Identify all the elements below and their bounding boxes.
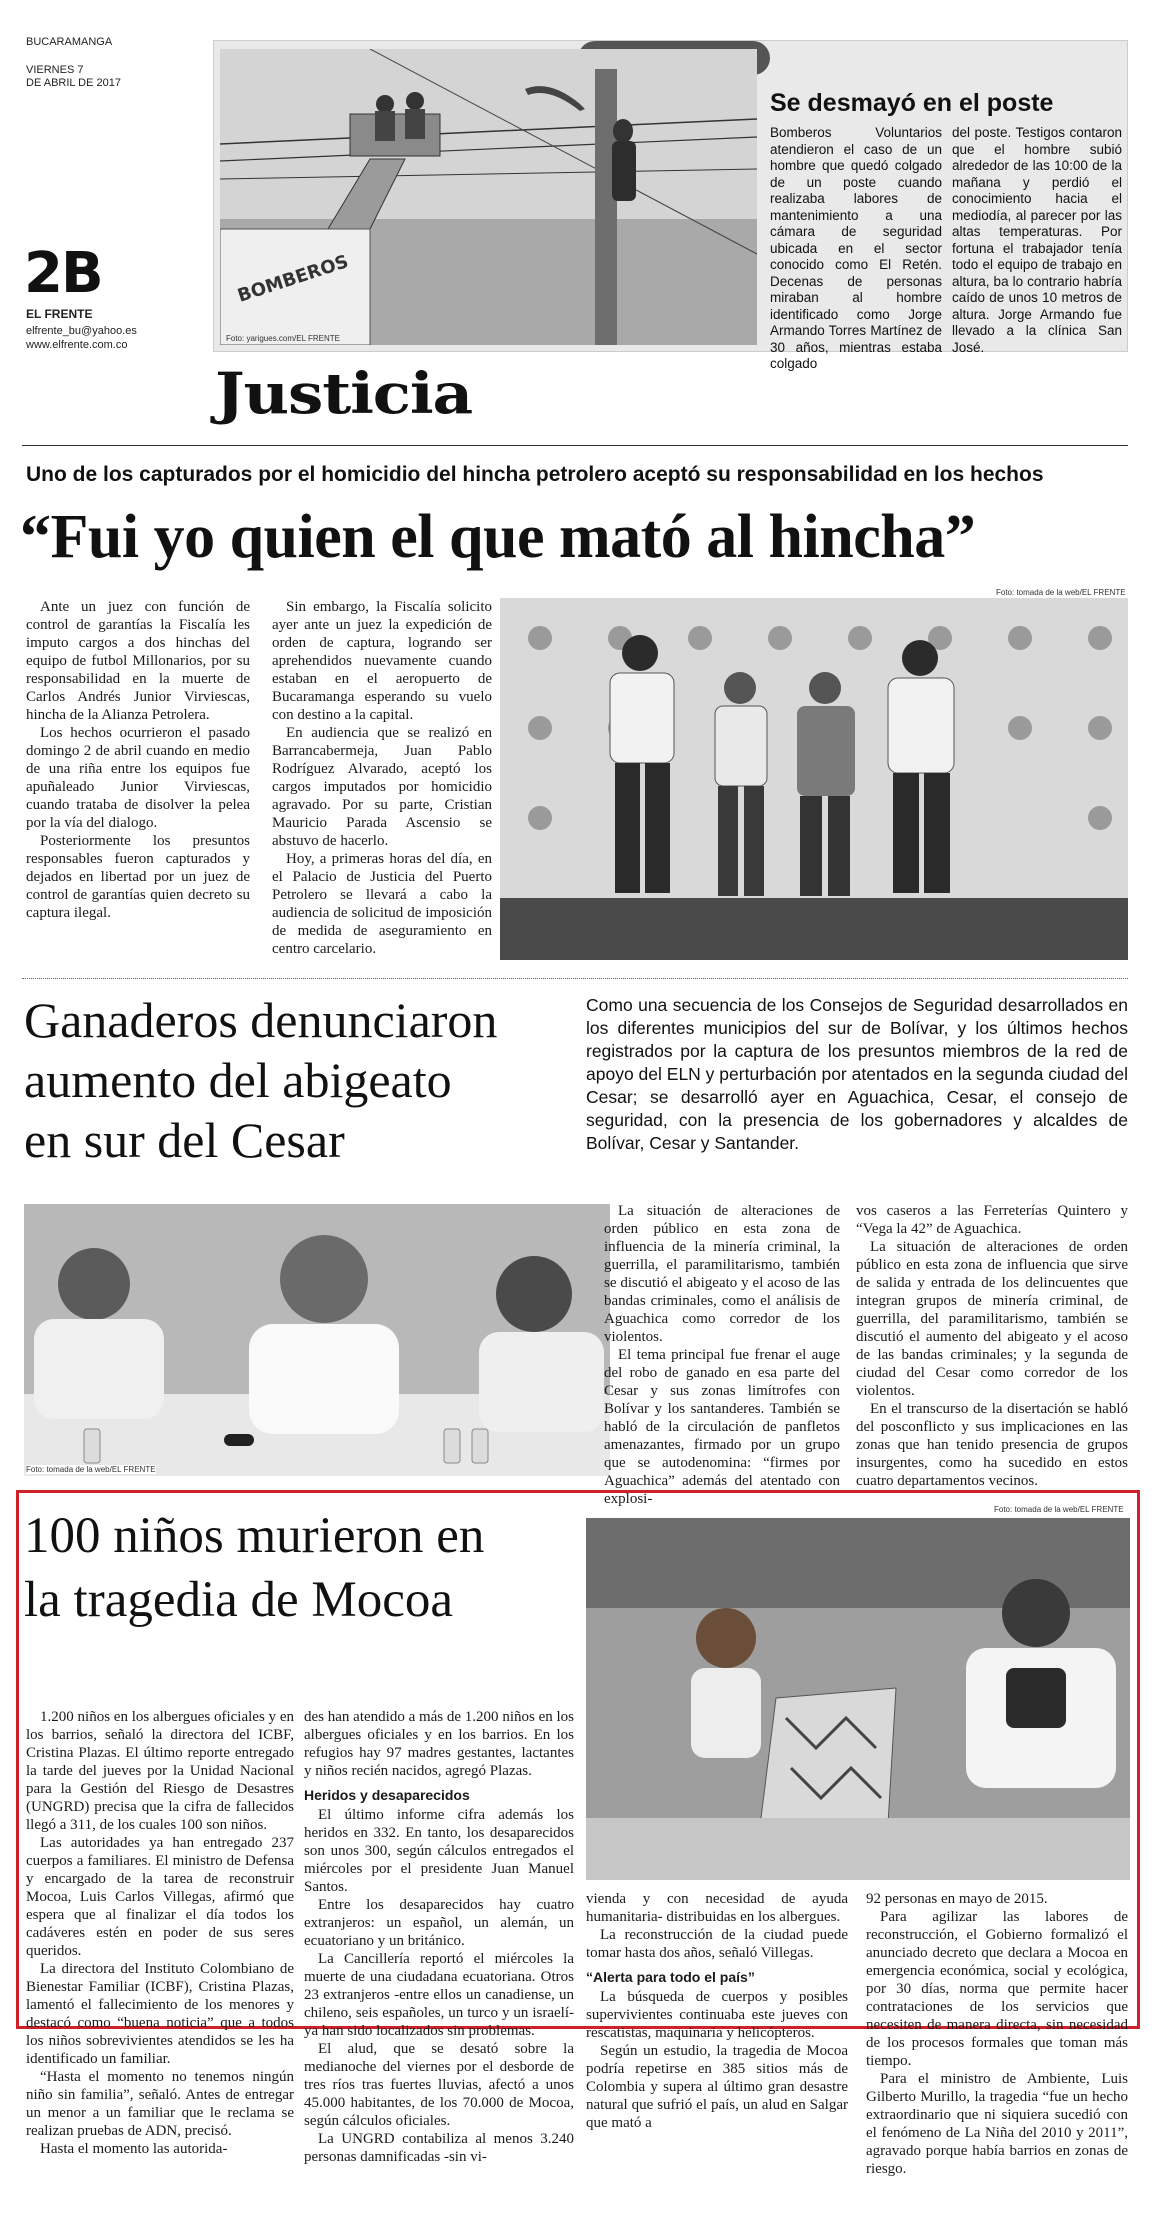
contact-email[interactable]: elfrente_bu@yahoo.es bbox=[26, 325, 137, 337]
paragraph: Ante un juez con función de control de garantías la Fiscalía les imputo cargos a dos hinchas del equipo de futbol Millonarios, por su responsabilidad en la muerte de Carlos Andrés Junior Virviescas, hincha de la Alianza Petrolera. bbox=[26, 599, 250, 723]
story3-photo-credit: Foto: tomada de la web/EL FRENTE bbox=[994, 1505, 1124, 1514]
mocoa-shelter-illustration bbox=[586, 1518, 1130, 1880]
paragraph: Hoy, a primeras horas del día, en el Palacio de Justicia del Puerto Petrolero se llevará a cabo la audiencia de solicitud de imposición de medida de aseguramiento en centro carcelario. bbox=[272, 851, 492, 957]
calor-box bbox=[213, 40, 1128, 371]
paragraph: La reconstrucción de la ciudad puede tomar hasta dos años, señaló Villegas. bbox=[586, 1927, 848, 1961]
headline-line: en sur del Cesar bbox=[24, 1112, 345, 1168]
date-line-2: DE ABRIL DE 2017 bbox=[26, 77, 121, 89]
paragraph: Posteriormente los presuntos responsables fueron capturados y dejados en libertad por un juez de control de garantías quien decreto su captura ilegal. bbox=[26, 833, 250, 921]
story1-col2 bbox=[272, 598, 492, 958]
section-rule bbox=[22, 445, 1128, 446]
city-label: BUCARAMANGA bbox=[26, 36, 113, 48]
paragraph: vos caseros a las Ferreterías Quintero y “Vega la 42” de Aguachica. bbox=[856, 1203, 1128, 1237]
paragraph: Sin embargo, la Fiscalía solicito ayer ante un juez la expedición de orden de captura, logrando ser aprehendidos nuevamente cuando estaban en el aeropuerto de Bucaramanga esperando su vuelo con destino a la capital. bbox=[272, 599, 492, 723]
story2-headline bbox=[24, 990, 584, 1170]
paper-name: EL FRENTE bbox=[26, 307, 93, 321]
story3-col4 bbox=[866, 1890, 1128, 2178]
story3-photo bbox=[586, 1518, 1130, 1880]
story1-photo bbox=[500, 598, 1128, 960]
paragraph: Entre los desaparecidos hay cuatro extranjeros: un español, un alemán, un ecuatoriano y un británico. bbox=[304, 1897, 574, 1949]
calor-photo-credit: Foto: yarigues.com/EL FRENTE bbox=[226, 334, 340, 343]
story2-photo-credit: Foto: tomada de la web/EL FRENTE bbox=[26, 1465, 156, 1474]
paragraph: vienda y con necesidad de ayuda humanitaria- distribuidas en los albergues. bbox=[586, 1891, 848, 1925]
calor-body-col1: Bomberos Voluntarios atendieron el caso de un hombre que quedó colgado de un poste cuando realizaba labores de mantenimiento a una cámara de seguridad ubicada en el sector conocido como El Retén. Decenas de personas miraban al hombre identificado como Jorge Armando Torres Martínez de 30 años, mientras estaba colgado bbox=[770, 125, 942, 371]
story3-col1 bbox=[26, 1708, 294, 2158]
paragraph: En audiencia que se realizó en Barrancabermeja, Juan Pablo Rodríguez Alvarado, aceptó los cargos imputados por homicidio agravado. Por su parte, Cristian Mauricio Parada Ascensio se abstuvo de hacerlo. bbox=[272, 725, 492, 849]
date-line-1: VIERNES 7 bbox=[26, 64, 84, 76]
paragraph: Las autoridades ya han entregado 237 cuerpos a familiares. El ministro de Defensa y encargado de la tarea de reconstruir Mocoa, Luis Carlos Villegas, afirmó que espera que al finalizar el día todos los cadáveres estén en poder de sus seres queridos. bbox=[26, 1835, 294, 1959]
paragraph: La Cancillería reportó el miércoles la muerte de una ciudadana ecuatoriana. Otros 23 extranjeros -entre ellos un canadiense, un chileno, seis españoles, un turco y un israelí- ya han sido localizados sin problemas. bbox=[304, 1951, 574, 2039]
paragraph: La búsqueda de cuerpos y posibles supervivientes continuaba este jueves con rescatistas, maquinaria y helicópteros. bbox=[586, 1989, 848, 2041]
paragraph: Para agilizar las labores de reconstrucción, el Gobierno formalizó el anunciado decreto que declara a Mocoa en emergencia económica, social y ecológica, por 30 días, norma que permite hacer contrataciones de los servicios que necesiten de manera directa, sin necesidad de los procesos formales que toman más tiempo. bbox=[866, 1909, 1128, 2069]
paragraph: “Hasta el momento no tenemos ningún niño sin familia”, señaló. Antes de entregar un menor a un familiar que le reclama se realizan pruebas de ADN, precisó. bbox=[26, 2069, 294, 2139]
paragraph: Según un estudio, la tragedia de Mocoa podría repetirse en 385 sitios más de Colombia y supera al último gran desastre natural que sufrió el país, un alud en Salgar que mató a bbox=[586, 2043, 848, 2131]
headline-line: 100 niños murieron en bbox=[24, 1508, 485, 1564]
story1-col1 bbox=[26, 598, 250, 922]
story2-intro: Como una secuencia de los Consejos de Seguridad desarrollados en los diferentes municipios del sur de Bolívar, y los últimos hechos registrados por la captura de los presuntos miembros de la red de apoyo del ELN y perturbación por atentados en la segunda ciudad del Cesar; se desarrolló ayer en Aguachica, Cesar, el consejo de seguridad, con la presencia de los gobernadores y alcaldes de Bolívar, Cesar y Santander. bbox=[586, 995, 1128, 1153]
story2-photo bbox=[24, 1204, 610, 1476]
paragraph: El tema principal fue frenar el auge del robo de ganado en esa parte del Cesar y sus zonas limítrofes con Bolívar y los santanderes. También se habló de la circulación de panfletos amenazantes, firmado por un grupo que se autodenomina: “firmes por Aguachica” además del atentado con explosi- bbox=[604, 1347, 840, 1507]
paragraph: Para el ministro de Ambiente, Luis Gilberto Murillo, la tragedia “fue un hecho extraordinario que ni siquiera sucedió con el fenómeno de La Niña del 2010 y 2011”, agravado porque había barrios en zonas de riesgo. bbox=[866, 2071, 1128, 2177]
paragraph: Los hechos ocurrieron el pasado domingo 2 de abril cuando en medio de una riña entre los equipos fue apuñaleado Junior Virviescas, cuando trataba de disolver la pelea por la vía del dialogo. bbox=[26, 725, 250, 831]
paragraph: El último informe cifra además los heridos en 332. En tanto, los desaparecidos son unos 300, según cálculos entregados el miércoles por el presidente Juan Manuel Santos. bbox=[304, 1807, 574, 1895]
captured-suspects-illustration bbox=[500, 598, 1128, 960]
divider-1 bbox=[22, 978, 1128, 979]
story1-headline: “Fui yo quien el que mató al hincha” bbox=[20, 503, 976, 571]
paragraph: des han atendido a más de 1.200 niños en los albergues oficiales y en los barrios. En los refugios hay 97 madres gestantes, lactantes y niños recién nacidos, agregó Plazas. bbox=[304, 1709, 574, 1779]
paragraph: 1.200 niños en los albergues oficiales y en los barrios, señaló la directora del ICBF, Cristina Plazas. El último reporte entregado la tarde del jueves por la Unidad Nacional para la Gestión del Riesgo de Desastres (UNGRD) precisa que la cifra de fallecidos llegó a 311, de los cuales 100 son niños. bbox=[26, 1709, 294, 1833]
story1-kicker: Uno de los capturados por el homicidio del hincha petrolero aceptó su responsabilidad en los hechos bbox=[26, 463, 1044, 486]
calor-photo bbox=[220, 49, 757, 345]
paragraph: La situación de alteraciones de orden público en esta zona de influencia de la minería criminal, la guerrilla, el paramilitarismo, también se discutió el abigeato y el acoso de las bandas criminales, como el análisis de Aguachica como corredor de los violentos. bbox=[604, 1203, 840, 1345]
headline-line: la tragedia de Mocoa bbox=[24, 1572, 454, 1628]
website-link[interactable]: www.elfrente.com.co bbox=[26, 339, 128, 351]
headline-line: aumento del abigeato bbox=[24, 1052, 452, 1108]
truck-lettering: BOMBEROS bbox=[235, 251, 352, 307]
security-council-illustration bbox=[24, 1204, 610, 1476]
story2-col2 bbox=[856, 1202, 1128, 1490]
firefighters-pole-illustration bbox=[220, 49, 757, 345]
section-title: Justicia bbox=[215, 361, 473, 427]
paragraph: La UNGRD contabiliza al menos 3.240 personas damnificadas -sin vi- bbox=[304, 2131, 574, 2165]
paragraph: En el transcurso de la disertación se habló del posconflicto y sus implicaciones en las zonas que han tenido presencia de grupos insurgentes, como ha sucedido en estos cuatro departamentos vecinos. bbox=[856, 1401, 1128, 1489]
story3-col3 bbox=[586, 1890, 848, 2132]
paragraph: La situación de alteraciones de orden público en esta zona de influencia que sirve de salida y entrada de los delincuentes que integran grupos de minería criminal, de guerrilla, del paramilitarismo, también se discutió el aumento del abigeato y el acoso de las bandas criminales; y la segunda de ciudad del Cesar como corredor de los violentos. bbox=[856, 1239, 1128, 1399]
calor-body-col2: del poste. Testigos contaron que el hombre subió alrededor de las 10:00 de la mañana y perdió el conocimiento hacia el mediodía, al parecer por las altas temperaturas. Por fortuna el trabajador tenía todo el equipo de trabajo en altura, ba lo contrario habría caído de unos 10 metros de altura. Jorge Armando fue llevado a la clínica San José. bbox=[952, 125, 1122, 355]
subheading-alerta: “Alerta para todo el país” bbox=[586, 1969, 755, 1985]
story3-headline bbox=[24, 1504, 584, 1632]
paragraph: 92 personas en mayo de 2015. bbox=[866, 1891, 1048, 1907]
paragraph: Hasta el momento las autorida- bbox=[40, 2141, 228, 2157]
story3-col2 bbox=[304, 1708, 574, 2166]
headline-line: Ganaderos denunciaron bbox=[24, 992, 498, 1048]
paragraph: La directora del Instituto Colombiano de Bienestar Familiar (ICBF), Cristina Plazas, lamentó el fallecimiento de los menores y destacó como “buena noticia” que a todos los niños sobrevivientes atendidos se les ha identificado un familiar. bbox=[26, 1961, 294, 2067]
page-number: 2B bbox=[24, 241, 102, 306]
subheading-heridos: Heridos y desaparecidos bbox=[304, 1787, 470, 1803]
story2-col1 bbox=[604, 1202, 840, 1508]
paragraph: El alud, que se desató sobre la medianoche del viernes por el desborde de tres ríos tras fuertes lluvias, afectó a unos 45.000 habitantes, de los 70.000 de Mocoa, según cálculos oficiales. bbox=[304, 2041, 574, 2129]
story1-photo-credit: Foto: tomada de la web/EL FRENTE bbox=[996, 588, 1126, 597]
calor-title: Se desmayó en el poste bbox=[770, 89, 1054, 117]
